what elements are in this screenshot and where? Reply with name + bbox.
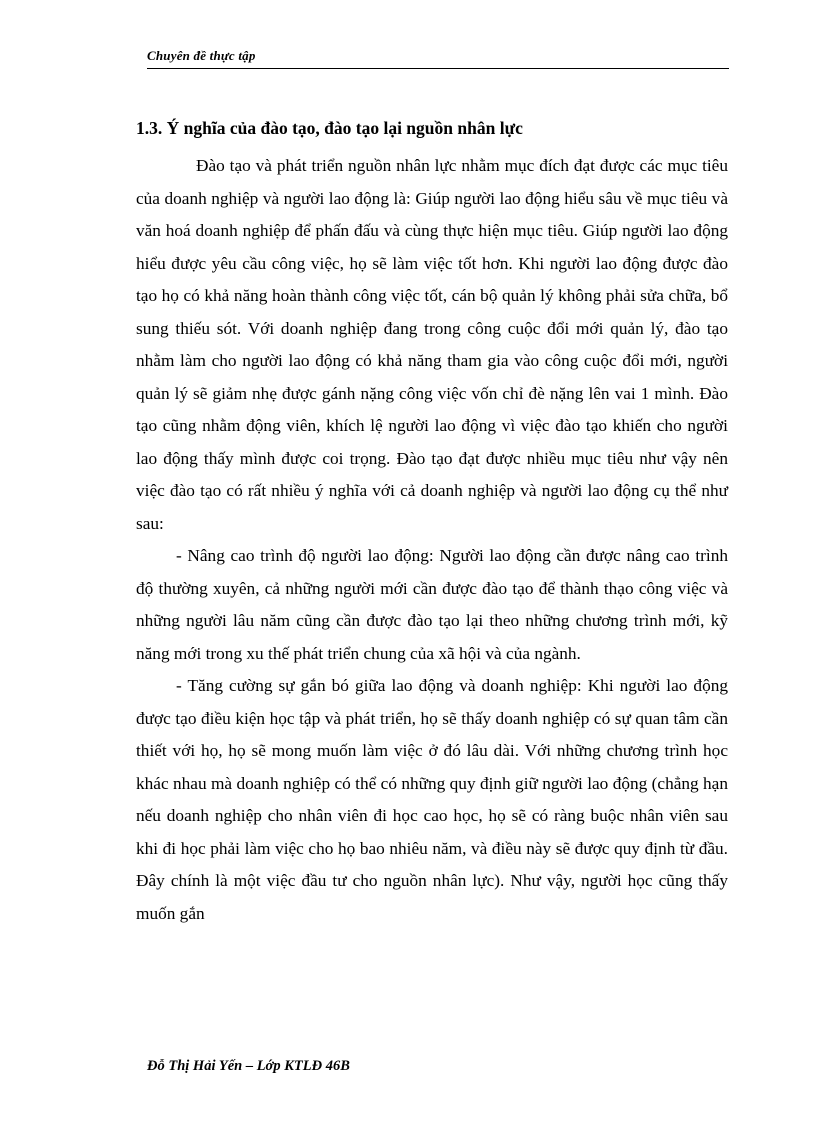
- bullet-paragraph-skills: - Nâng cao trình độ người lao động: Người lao động cần được nâng cao trình độ thường xuyên, cả những người mới cần được đào tạo để thành thạo công việc và những người lâu năm cũng cần được đào tạo lại theo những chương trình mới, kỹ năng mới trong xu thế phát triển chung của xã hội và của ngành.: [136, 546, 728, 663]
- page-footer: Đỗ Thị Hải Yến – Lớp KTLĐ 46B: [147, 1058, 350, 1074]
- document-body: [136, 112, 728, 930]
- bullet-paragraph-attachment: - Tăng cường sự gắn bó giữa lao động và doanh nghiệp: Khi người lao động được tạo điều kiện học tập và phát triển, họ sẽ thấy doanh nghiệp có sự quan tâm cần thiết với họ, họ sẽ mong muốn làm việc ở đó lâu dài. Với những chương trình học khác nhau mà doanh nghiệp có thể có những quy định giữ người lao động (chẳng hạn nếu doanh nghiệp cho nhân viên đi học cao học, họ sẽ có ràng buộc nhân viên sau khi đi học phải làm việc cho họ bao nhiêu năm, và điều này sẽ được quy định từ đầu. Đây chính là một việc đầu tư cho nguồn nhân lực). Như vậy, người học cũng thấy muốn gắn: [136, 676, 728, 923]
- page-header: [147, 48, 729, 69]
- section-heading: 1.3. Ý nghĩa của đào tạo, đào tạo lại nguồn nhân lực: [136, 118, 523, 138]
- header-title: Chuyên đề thực tập: [147, 48, 256, 63]
- intro-paragraph: Đào tạo và phát triển nguồn nhân lực nhằm mục đích đạt được các mục tiêu của doanh nghiệp và người lao động là: Giúp người lao động hiểu sâu về mục tiêu và văn hoá doanh nghiệp để phấn đấu và cùng thực hiện mục tiêu. Giúp người lao động hiểu được yêu cầu công việc, họ sẽ làm việc tốt hơn. Khi người lao động được đào tạo họ có khả năng hoàn thành công việc tốt, cán bộ quản lý không phải sửa chữa, bổ sung thiếu sót. Với doanh nghiệp đang trong công cuộc đổi mới quản lý, đào tạo nhằm làm cho người lao động có khả năng tham gia vào công cuộc đổi mới, người quản lý sẽ giảm nhẹ được gánh nặng công việc vốn chỉ đè nặng lên vai 1 mình. Đào tạo cũng nhằm động viên, khích lệ người lao động vì việc đào tạo khiến cho người lao động thấy mình được coi trọng. Đào tạo đạt được nhiều mục tiêu như vậy nên việc đào tạo có rất nhiều ý nghĩa với cả doanh nghiệp và người lao động cụ thể như sau:: [136, 156, 728, 533]
